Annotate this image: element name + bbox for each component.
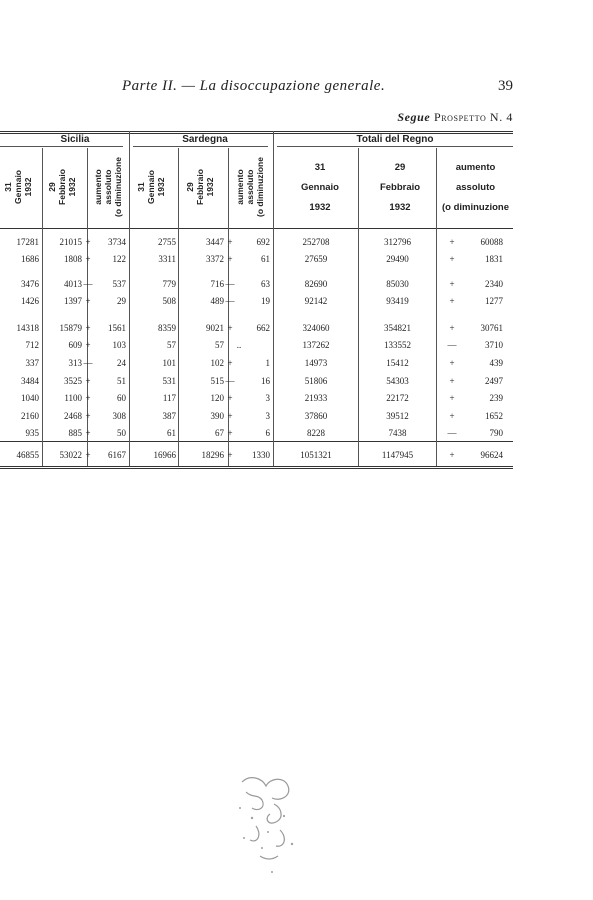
table-row xyxy=(0,426,513,440)
table-bottom-rule xyxy=(0,466,513,469)
cell-sign: + xyxy=(227,411,233,421)
cell-sign: + xyxy=(85,237,91,247)
total-cell: 53022 xyxy=(59,450,82,460)
total-sign: + xyxy=(449,450,455,460)
cell: 102 xyxy=(210,358,224,368)
header-sardegna-gennaio: 31 Gennaio 1932 xyxy=(136,169,166,205)
header-sardegna-aumento: aumento assoluto (o diminuzione xyxy=(235,157,265,217)
cell: 885 xyxy=(68,428,82,438)
table-row xyxy=(0,356,513,370)
cell: 2160 xyxy=(21,411,39,421)
cell-sign: + xyxy=(449,411,455,421)
cell: 24 xyxy=(117,358,126,368)
sardegna-rule xyxy=(133,146,268,147)
cell: 1040 xyxy=(21,393,39,403)
cell-sign: + xyxy=(85,254,91,264)
table-row xyxy=(0,294,513,308)
cell: 50 xyxy=(117,428,126,438)
cell: 1426 xyxy=(21,296,39,306)
cell: 57 xyxy=(215,340,224,350)
cell-sign: — xyxy=(225,279,235,289)
cell: 1831 xyxy=(485,254,503,264)
cell-sign: + xyxy=(449,358,455,368)
cell-sign: + xyxy=(449,323,455,333)
cell: 354821 xyxy=(384,323,411,333)
cell: 2340 xyxy=(485,279,503,289)
cell: 27659 xyxy=(304,254,328,264)
cell: 60088 xyxy=(480,237,503,247)
cell: 63 xyxy=(261,279,270,289)
cell: 37860 xyxy=(304,411,328,421)
total-cell: 1051321 xyxy=(300,450,332,460)
table-row xyxy=(0,252,513,266)
group-sardegna: Sardegna xyxy=(182,134,228,145)
cell: 537 xyxy=(112,279,126,289)
cell: 85030 xyxy=(386,279,409,289)
cell-sign: — xyxy=(83,279,93,289)
cell: 2497 xyxy=(485,376,503,386)
cell: 137262 xyxy=(302,340,330,350)
cell: 8228 xyxy=(307,428,325,438)
library-stamp-icon xyxy=(222,768,312,886)
cell: 3311 xyxy=(158,254,176,264)
cell-sign: + xyxy=(85,393,91,403)
cell: 9021 xyxy=(206,323,224,333)
cell: 692 xyxy=(256,237,270,247)
cell: 489 xyxy=(210,296,224,306)
sicilia-rule xyxy=(0,146,123,147)
cell: 15879 xyxy=(59,323,82,333)
total-sign: + xyxy=(227,450,233,460)
cell: 14973 xyxy=(304,358,328,368)
table-row xyxy=(0,374,513,388)
cell: 2468 xyxy=(64,411,82,421)
cell: 16 xyxy=(261,376,270,386)
page-header xyxy=(0,78,593,100)
cell: 1561 xyxy=(108,323,126,333)
header-sicilia-gennaio: 31 Gennaio 1932 xyxy=(3,169,33,205)
cell: 1652 xyxy=(485,411,503,421)
cell-sign: + xyxy=(227,428,233,438)
cell: 308 xyxy=(112,411,126,421)
total-cell: 1147945 xyxy=(381,450,414,460)
header-sicilia-febbraio: 29 Febbraio 1932 xyxy=(47,169,77,205)
cell: 8359 xyxy=(158,323,176,333)
cell: 29 xyxy=(117,296,126,306)
group-sicilia: Sicilia xyxy=(60,134,90,145)
cell: 61 xyxy=(167,428,176,438)
cell: 1277 xyxy=(485,296,503,306)
cell: 531 xyxy=(162,376,176,386)
cell: 39512 xyxy=(386,411,409,421)
cell: 3734 xyxy=(108,237,126,247)
cell: 30761 xyxy=(480,323,503,333)
segue-word: Segue xyxy=(397,110,431,124)
cell: 252708 xyxy=(302,237,330,247)
prospetto-label: Prospetto N. 4 xyxy=(433,110,513,124)
cell: 712 xyxy=(25,340,39,350)
cell: 790 xyxy=(489,428,503,438)
cell-sign: — xyxy=(447,340,457,350)
cell-sign: — xyxy=(225,376,235,386)
cell: 133552 xyxy=(384,340,411,350)
cell: 92142 xyxy=(304,296,328,306)
header-totali-aumento: aumento assoluto (o diminuzione xyxy=(441,162,510,213)
cell-sign: + xyxy=(449,393,455,403)
cell: 101 xyxy=(162,358,176,368)
cell-sign: + xyxy=(449,237,455,247)
cell: 2755 xyxy=(158,237,176,247)
cell: 3525 xyxy=(64,376,82,386)
cell: 4013 xyxy=(64,279,82,289)
cell-sign: + xyxy=(85,411,91,421)
cell: 313 xyxy=(68,358,82,368)
total-cell: 1330 xyxy=(252,450,270,460)
cell: 337 xyxy=(25,358,39,368)
cell: 1100 xyxy=(64,393,82,403)
cell-sign: + xyxy=(449,296,455,306)
total-cell: 96624 xyxy=(480,450,503,460)
cell: 3484 xyxy=(21,376,39,386)
header-sicilia-aumento: aumento assoluto (o diminuzione xyxy=(93,157,123,217)
table-continuation-label xyxy=(397,110,513,125)
cell: 57 xyxy=(167,340,176,350)
cell: 19 xyxy=(261,296,270,306)
cell: 1 xyxy=(265,358,270,368)
cell: 21933 xyxy=(304,393,328,403)
cell-sign: + xyxy=(85,323,91,333)
cell-sign: + xyxy=(227,358,233,368)
total-cell: 6167 xyxy=(108,450,126,460)
cell-sign: + xyxy=(449,376,455,386)
header-totali-gennaio: 31 Gennaio 1932 xyxy=(300,162,339,213)
cell: 122 xyxy=(112,254,126,264)
cell: 1686 xyxy=(21,254,39,264)
cell: 439 xyxy=(489,358,503,368)
cell: 22172 xyxy=(386,393,409,403)
cell: 1808 xyxy=(64,254,82,264)
cell: 609 xyxy=(68,340,82,350)
cell: 103 xyxy=(112,340,126,350)
cell-sign: + xyxy=(227,323,233,333)
cell: 14318 xyxy=(16,323,39,333)
cell: 662 xyxy=(256,323,270,333)
cell: 390 xyxy=(210,411,224,421)
total-cell: 18296 xyxy=(201,450,224,460)
cell: 3 xyxy=(265,411,270,421)
cell-sign: + xyxy=(449,279,455,289)
cell: 3710 xyxy=(485,340,503,350)
cell: 51806 xyxy=(304,376,328,386)
cell-sign: .. xyxy=(236,340,242,350)
table-row xyxy=(0,235,513,249)
cell: 21015 xyxy=(59,237,82,247)
cell: 117 xyxy=(162,393,176,403)
page-number: 39 xyxy=(498,78,513,94)
cell-sign: + xyxy=(85,340,91,350)
table-row xyxy=(0,321,513,335)
table-row xyxy=(0,277,513,291)
cell-sign: + xyxy=(85,428,91,438)
cell: 82690 xyxy=(304,279,328,289)
cell xyxy=(236,338,270,352)
header-sardegna-febbraio: 29 Febbraio 1932 xyxy=(185,169,215,205)
group-totali: Totali del Regno xyxy=(356,134,434,145)
cell-sign: + xyxy=(227,254,233,264)
header-totali-febbraio: 29 Febbraio 1932 xyxy=(379,162,421,213)
totali-rule xyxy=(277,146,513,147)
cell: 3476 xyxy=(21,279,39,289)
table-row xyxy=(0,409,513,423)
cell: 51 xyxy=(117,376,126,386)
cell: 60 xyxy=(117,393,126,403)
cell: 1397 xyxy=(64,296,82,306)
table-row xyxy=(0,338,513,352)
totals-row xyxy=(0,448,513,462)
cell: 3 xyxy=(265,393,270,403)
cell: 508 xyxy=(162,296,176,306)
cell: 120 xyxy=(210,393,224,403)
cell: 387 xyxy=(162,411,176,421)
cell: 7438 xyxy=(388,428,407,438)
cell-sign: + xyxy=(227,237,233,247)
cell-sign: — xyxy=(225,296,235,306)
cell: 779 xyxy=(162,279,176,289)
cell: 6 xyxy=(265,428,270,438)
table-row xyxy=(0,391,513,405)
cell: 29490 xyxy=(386,254,409,264)
cell-sign: + xyxy=(85,376,91,386)
total-sign: + xyxy=(85,450,91,460)
cell: 61 xyxy=(261,254,270,264)
cell: 324060 xyxy=(302,323,330,333)
cell-sign: — xyxy=(83,358,93,368)
cell: 67 xyxy=(215,428,224,438)
cell: 3447 xyxy=(206,237,224,247)
total-cell: 16966 xyxy=(153,450,176,460)
cell: 17281 xyxy=(16,237,39,247)
running-title: Parte II. — La disoccupazione generale. xyxy=(122,78,386,94)
cell: 15412 xyxy=(386,358,409,368)
cell: 93419 xyxy=(386,296,409,306)
total-cell: 46855 xyxy=(16,450,39,460)
cell-sign: — xyxy=(447,428,457,438)
cell-sign: + xyxy=(85,296,91,306)
cell: 312796 xyxy=(384,237,411,247)
cell: 515 xyxy=(210,376,224,386)
cell: 3372 xyxy=(206,254,224,264)
cell-sign: + xyxy=(449,254,455,264)
cell: 54303 xyxy=(386,376,409,386)
cell: 935 xyxy=(25,428,39,438)
cell: 716 xyxy=(210,279,224,289)
cell-sign: + xyxy=(227,393,233,403)
cell: 239 xyxy=(489,393,503,403)
